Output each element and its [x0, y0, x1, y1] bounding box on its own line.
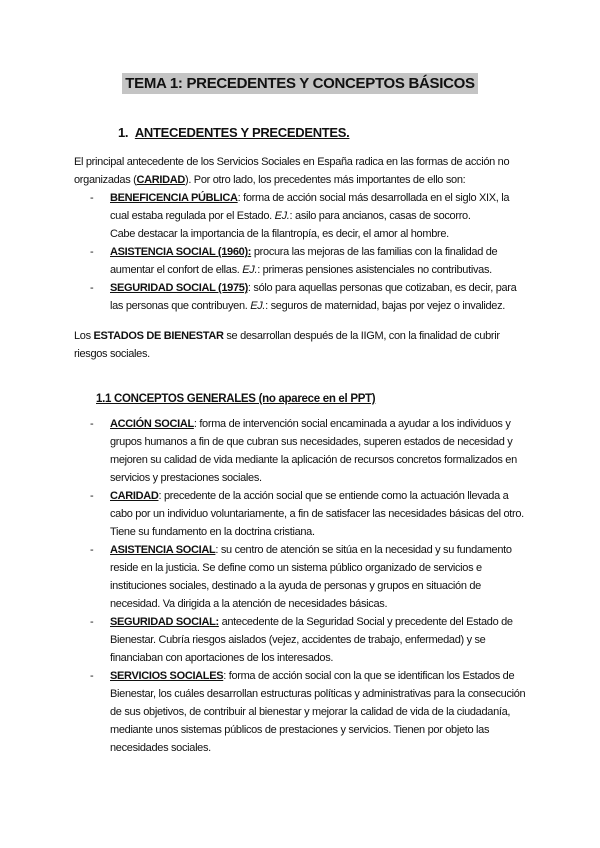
intro-paragraph: El principal antecedente de los Servicios Sociales en España radica en las formas de acción no organizadas (CARIDAD). Por otro lado, los precedentes más importantes de ello son:: [74, 156, 510, 186]
welfare-paragraph: Los ESTADOS DE BIENESTAR se desarrollan después de la IIGM, con la finalidad de cubrir riesgos sociales.: [74, 330, 500, 360]
section-heading-1: 1. ANTECEDENTES Y PRECEDENTES.: [118, 125, 350, 140]
list-item: - CARIDAD: precedente de la acción social que se entiende como la actuación llevada a cabo por un individuo voluntariamente, a fin de satisfacer las necesidades básicas del otro. Tiene su fundamento en la doctrina cristiana.: [90, 490, 524, 538]
concepts-list: [74, 415, 526, 757]
list-item: - SEGURIDAD SOCIAL (1975): sólo para aquellas personas que cotizaban, es decir, para las personas que contribuyen. EJ.: seguros de maternidad, bajas por vejez o invalidez.: [90, 282, 517, 312]
list-item: - SEGURIDAD SOCIAL: antecedente de la Seguridad Social y precedente del Estado de Bienestar. Cubría riesgos aislados (vejez, accidentes de trabajo, enfermedad) y se financiaban con aportaciones de los interesados.: [90, 616, 513, 664]
list-item: - ASISTENCIA SOCIAL (1960): procura las mejoras de las familias con la finalidad de aumentar el confort de ellas. EJ.: primeras pensiones asistenciales no contributivas.: [90, 246, 498, 276]
list-item: - SERVICIOS SOCIALES: forma de acción social con la que se identifican los Estados de Bienestar, los cuáles desarrollan estructuras políticas y administrativas para la consecución de sus objetivos, de contribuir al bienestar y mejorar la calidad de vida de la ciudadanía, mediante unos sistemas públicos de prestaciones y servicios. Tienen por objeto las necesidades sociales.: [90, 670, 526, 754]
section-2-body: [74, 415, 526, 757]
section-heading-1-1: 1.1 CONCEPTOS GENERALES (no aparece en el PPT): [96, 393, 376, 405]
precedents-list: [74, 189, 526, 315]
list-item: - ACCIÓN SOCIAL: forma de intervención social encaminada a ayudar a los individuos y grupos humanos a fin de que cubran sus necesidades, superen estados de necesidad y mejoren su calidad de vida mediante la aplicación de recursos concretos formalizados en servicios y prestaciones sociales.: [90, 418, 517, 484]
list-item: - BENEFICENCIA PÚBLICA: forma de acción social más desarrollada en el siglo XIX, la cual estaba regulada por el Estado. EJ.: asilo para ancianos, casas de socorro. Cabe destacar la importancia de la filantropía, es decir, el amor al hombre.: [90, 192, 510, 240]
section-1-body: [74, 153, 526, 363]
document-title: TEMA 1: PRECEDENTES Y CONCEPTOS BÁSICOS: [0, 75, 600, 93]
list-item: - ASISTENCIA SOCIAL: su centro de atención se sitúa en la necesidad y su fundamento reside en la justicia. Se define como un sistema público organizado de servicios e instituciones sociales, destinado a la ayuda de personas y grupos en situación de necesidad. Va dirigida a la atención de necesidades básicas.: [90, 544, 512, 610]
